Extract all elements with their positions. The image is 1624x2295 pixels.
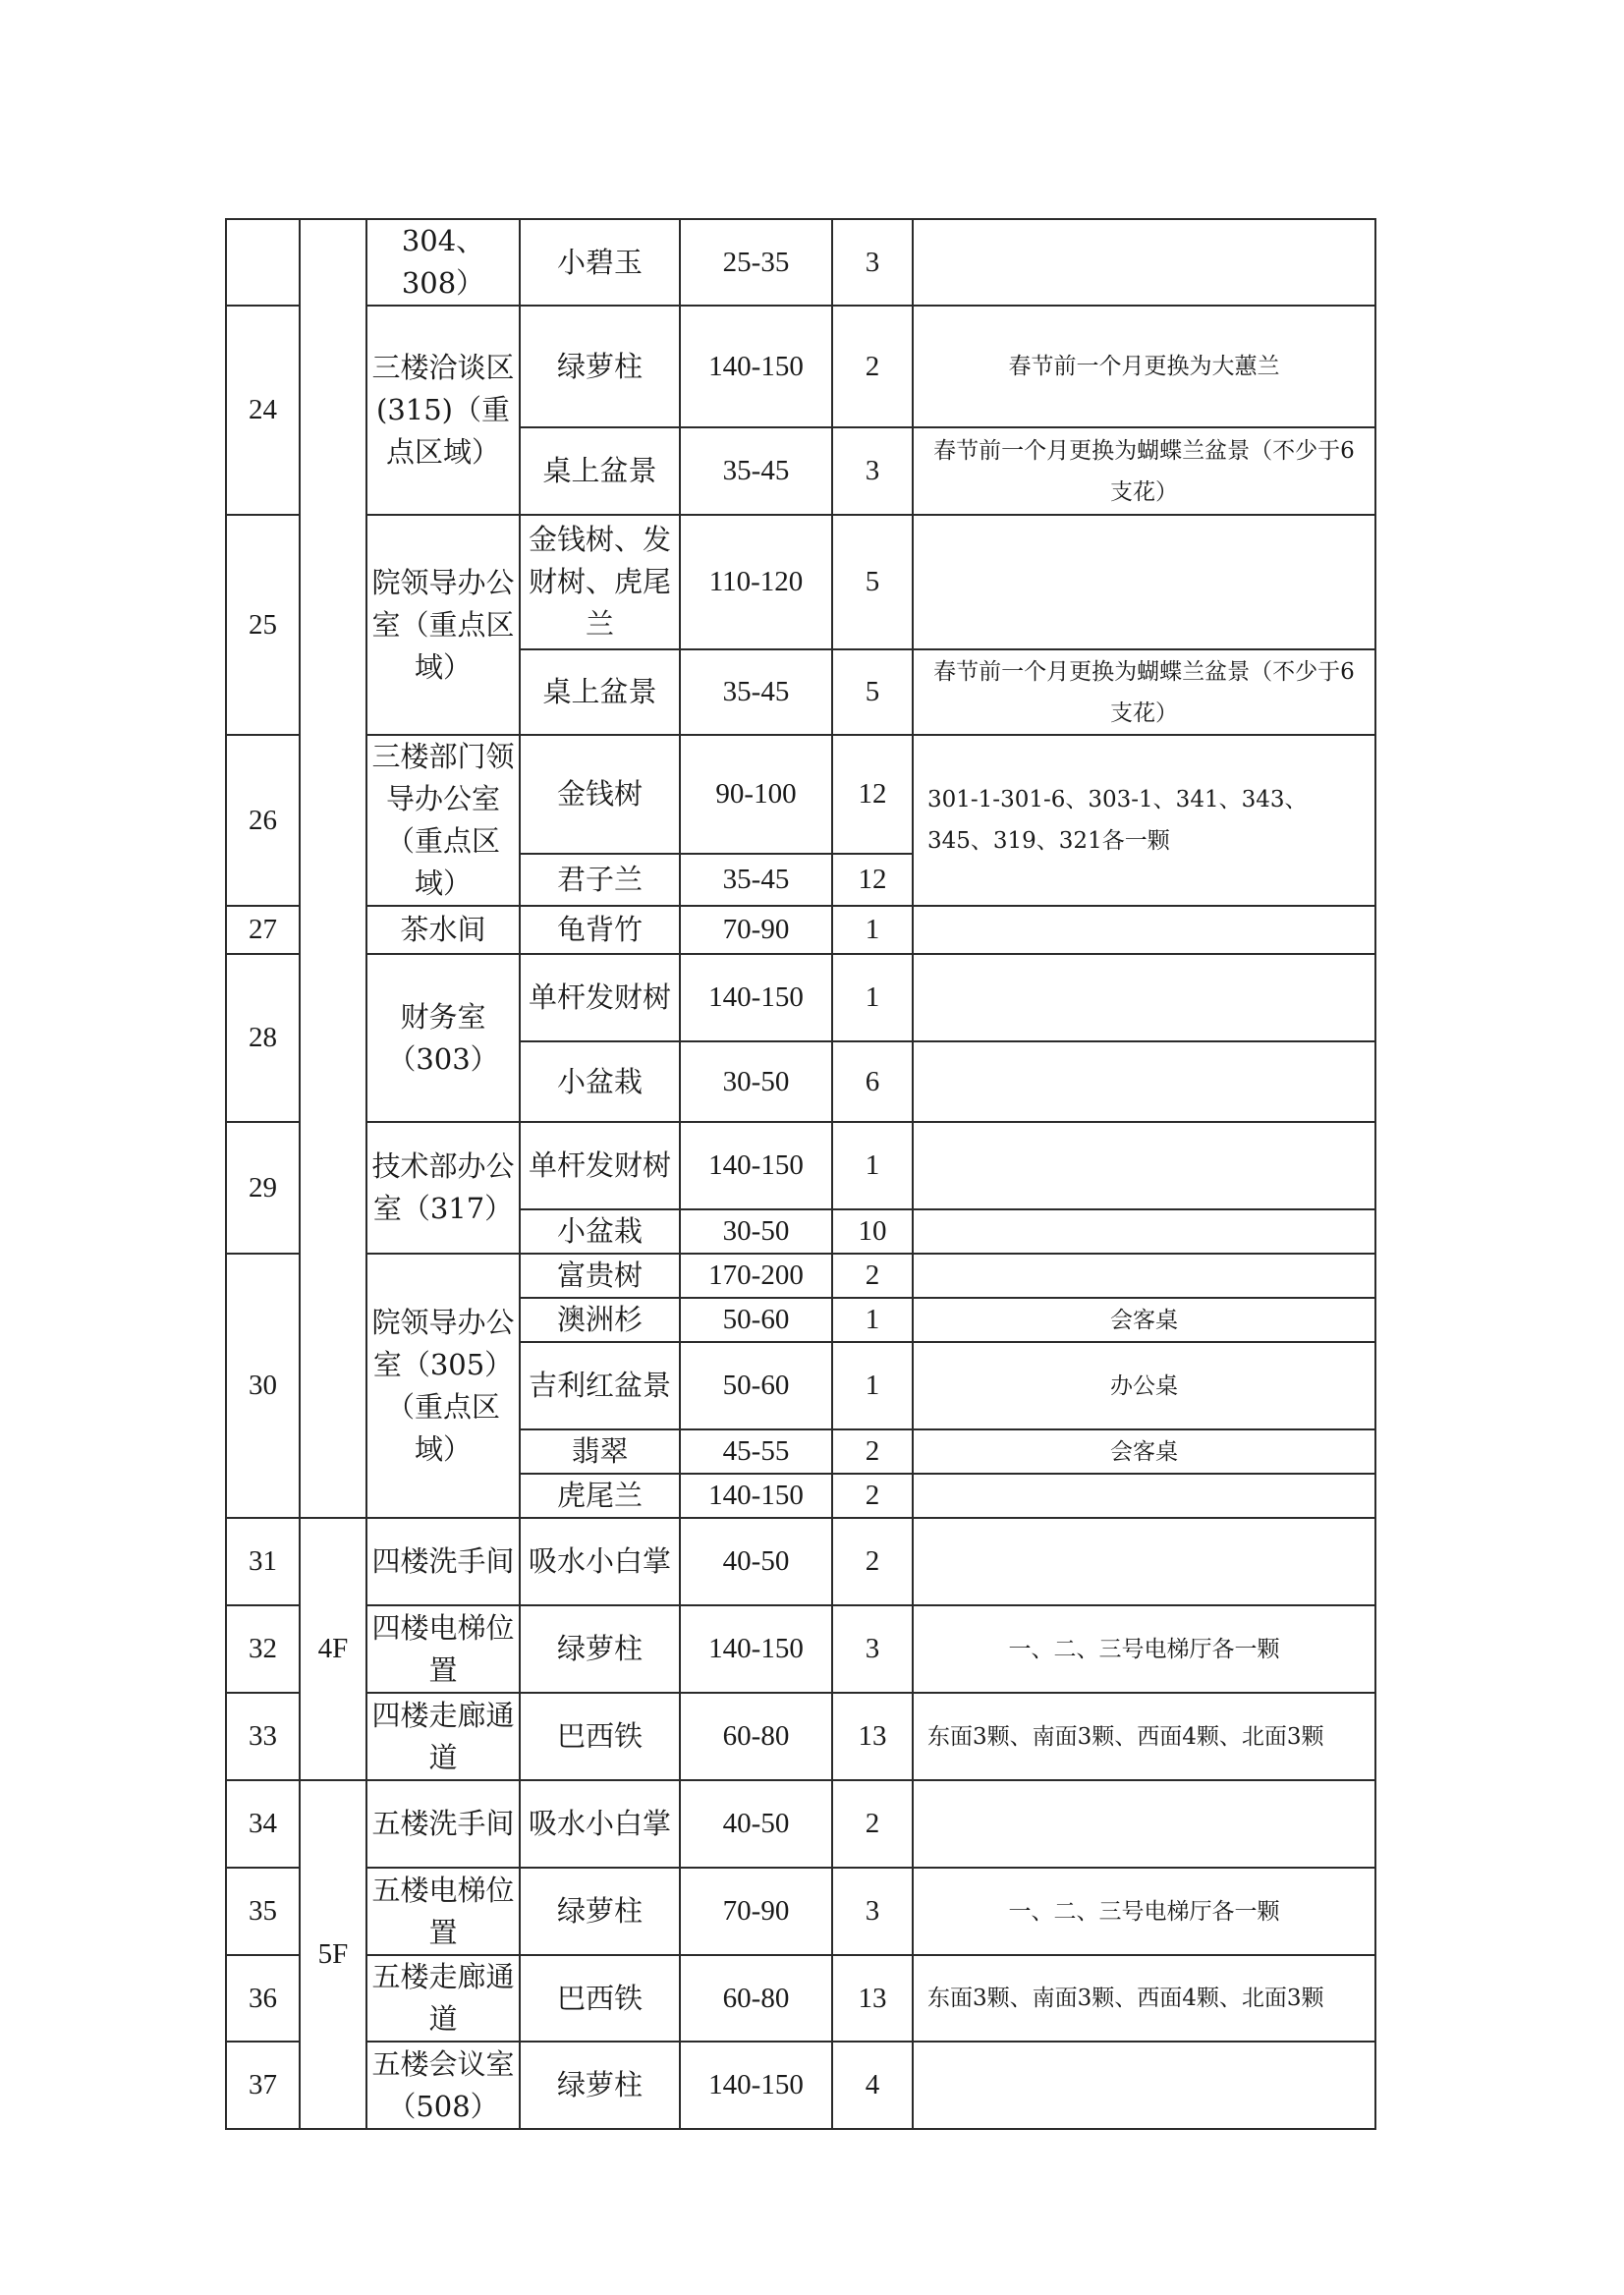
plant-cell: 绿萝柱 [520,1868,680,1955]
plant-cell: 富贵树 [520,1254,680,1298]
quantity-cell: 12 [832,854,913,906]
height-cell: 140-150 [680,2042,832,2129]
plant-cell: 金钱树、发财树、虎尾兰 [520,515,680,649]
plant-cell: 单杆发财树 [520,1122,680,1209]
note-cell: 东面3颗、南面3颗、西面4颗、北面3颗 [913,1693,1375,1780]
quantity-cell: 5 [832,515,913,649]
table-row [226,1693,1375,1780]
floor-cell: 5F [300,1780,366,2129]
plant-cell: 桌上盆景 [520,427,680,515]
note-cell: 一、二、三号电梯厅各一颗 [913,1868,1375,1955]
table-row [226,1518,1375,1605]
note-cell [913,1780,1375,1868]
location-cell: 五楼电梯位置 [366,1868,520,1955]
table-row [226,1122,1375,1209]
location-cell: 财务室（303） [366,954,520,1122]
row-number-cell: 31 [226,1518,300,1605]
row-number-cell: 35 [226,1868,300,1955]
height-cell: 50-60 [680,1342,832,1429]
plant-cell: 小盆栽 [520,1209,680,1254]
row-number-cell: 29 [226,1122,300,1254]
location-cell: 三楼部门领导办公室（重点区域） [366,735,520,906]
plant-cell: 绿萝柱 [520,2042,680,2129]
height-cell: 70-90 [680,906,832,954]
note-cell [913,1254,1375,1298]
quantity-cell: 2 [832,306,913,427]
note-cell [913,1041,1375,1122]
quantity-cell: 10 [832,1209,913,1254]
height-cell: 40-50 [680,1780,832,1868]
quantity-cell: 2 [832,1518,913,1605]
quantity-cell: 4 [832,2042,913,2129]
plant-cell: 吸水小白掌 [520,1780,680,1868]
row-number-cell: 28 [226,954,300,1122]
row-number-cell: 36 [226,1955,300,2042]
note-cell: 一、二、三号电梯厅各一颗 [913,1605,1375,1693]
quantity-cell: 3 [832,1868,913,1955]
quantity-cell: 1 [832,1298,913,1342]
plant-cell: 绿萝柱 [520,306,680,427]
height-cell: 45-55 [680,1429,832,1474]
height-cell: 60-80 [680,1693,832,1780]
plant-cell: 单杆发财树 [520,954,680,1041]
height-cell: 35-45 [680,854,832,906]
quantity-cell: 3 [832,427,913,515]
location-cell: 五楼会议室（508） [366,2042,520,2129]
height-cell: 110-120 [680,515,832,649]
note-cell: 春节前一个月更换为蝴蝶兰盆景（不少于6支花） [913,649,1375,735]
location-cell: 院领导办公室（305）（重点区域） [366,1254,520,1518]
height-cell: 140-150 [680,1605,832,1693]
plant-cell: 小碧玉 [520,219,680,306]
table-row [226,954,1375,1041]
location-cell: 四楼走廊通道 [366,1693,520,1780]
table-row [226,1868,1375,1955]
plant-cell: 虎尾兰 [520,1474,680,1518]
quantity-cell: 6 [832,1041,913,1122]
table-row [226,1605,1375,1693]
height-cell: 35-45 [680,649,832,735]
height-cell: 25-35 [680,219,832,306]
quantity-cell: 2 [832,1429,913,1474]
height-cell: 140-150 [680,1474,832,1518]
note-cell: 东面3颗、南面3颗、西面4颗、北面3颗 [913,1955,1375,2042]
quantity-cell: 12 [832,735,913,854]
height-cell: 140-150 [680,954,832,1041]
row-number-cell: 33 [226,1693,300,1780]
plant-cell: 吸水小白掌 [520,1518,680,1605]
height-cell: 30-50 [680,1041,832,1122]
plant-cell: 吉利红盆景 [520,1342,680,1429]
row-number-cell: 27 [226,906,300,954]
height-cell: 140-150 [680,1122,832,1209]
quantity-cell: 1 [832,954,913,1041]
height-cell: 40-50 [680,1518,832,1605]
height-cell: 140-150 [680,306,832,427]
quantity-cell: 2 [832,1474,913,1518]
quantity-cell: 1 [832,906,913,954]
table-row [226,2042,1375,2129]
note-cell [913,1474,1375,1518]
plant-cell: 澳洲杉 [520,1298,680,1342]
floor-cell: 4F [300,1518,366,1780]
height-cell: 35-45 [680,427,832,515]
note-cell: 301-1-301-6、303-1、341、343、345、319、321各一颗 [913,735,1375,906]
quantity-cell: 3 [832,1605,913,1693]
plant-cell: 绿萝柱 [520,1605,680,1693]
plant-cell: 金钱树 [520,735,680,854]
note-cell [913,1122,1375,1209]
note-cell: 会客桌 [913,1429,1375,1474]
row-number-cell: 37 [226,2042,300,2129]
height-cell: 170-200 [680,1254,832,1298]
row-number-cell: 34 [226,1780,300,1868]
location-cell: 四楼洗手间 [366,1518,520,1605]
quantity-cell: 1 [832,1342,913,1429]
plant-cell: 巴西铁 [520,1955,680,2042]
height-cell: 60-80 [680,1955,832,2042]
table-row [226,1254,1375,1298]
height-cell: 90-100 [680,735,832,854]
table-row [226,515,1375,649]
quantity-cell: 5 [832,649,913,735]
location-cell: 304、308） [366,219,520,306]
location-cell: 五楼走廊通道 [366,1955,520,2042]
note-cell [913,2042,1375,2129]
quantity-cell: 3 [832,219,913,306]
location-cell: 院领导办公室（重点区域） [366,515,520,735]
note-cell: 春节前一个月更换为大蕙兰 [913,306,1375,427]
quantity-cell: 13 [832,1955,913,2042]
note-cell [913,906,1375,954]
quantity-cell: 1 [832,1122,913,1209]
table-row [226,735,1375,854]
note-cell [913,1209,1375,1254]
quantity-cell: 13 [832,1693,913,1780]
quantity-cell: 2 [832,1254,913,1298]
plant-cell: 巴西铁 [520,1693,680,1780]
location-cell: 三楼洽谈区(315)（重点区域） [366,306,520,515]
height-cell: 70-90 [680,1868,832,1955]
location-cell: 四楼电梯位置 [366,1605,520,1693]
row-number-cell: 24 [226,306,300,515]
height-cell: 30-50 [680,1209,832,1254]
table-row [226,1955,1375,2042]
table-row [226,219,1375,306]
plant-cell: 翡翠 [520,1429,680,1474]
table-row [226,906,1375,954]
note-cell [913,219,1375,306]
plant-cell: 小盆栽 [520,1041,680,1122]
plant-cell: 桌上盆景 [520,649,680,735]
note-cell: 春节前一个月更换为蝴蝶兰盆景（不少于6支花） [913,427,1375,515]
row-number-cell: 26 [226,735,300,906]
row-number-cell: 32 [226,1605,300,1693]
note-cell [913,954,1375,1041]
plant-cell: 龟背竹 [520,906,680,954]
location-cell: 茶水间 [366,906,520,954]
row-number-cell [226,219,300,306]
location-cell: 技术部办公室（317） [366,1122,520,1254]
row-number-cell: 30 [226,1254,300,1518]
height-cell: 50-60 [680,1298,832,1342]
note-cell [913,1518,1375,1605]
floor-cell [300,219,366,1518]
note-cell [913,515,1375,649]
quantity-cell: 2 [832,1780,913,1868]
table-row [226,306,1375,427]
location-cell: 五楼洗手间 [366,1780,520,1868]
plant-cell: 君子兰 [520,854,680,906]
plant-arrangement-table [225,218,1376,2130]
table-row [226,1780,1375,1868]
note-cell: 会客桌 [913,1298,1375,1342]
note-cell: 办公桌 [913,1342,1375,1429]
row-number-cell: 25 [226,515,300,735]
